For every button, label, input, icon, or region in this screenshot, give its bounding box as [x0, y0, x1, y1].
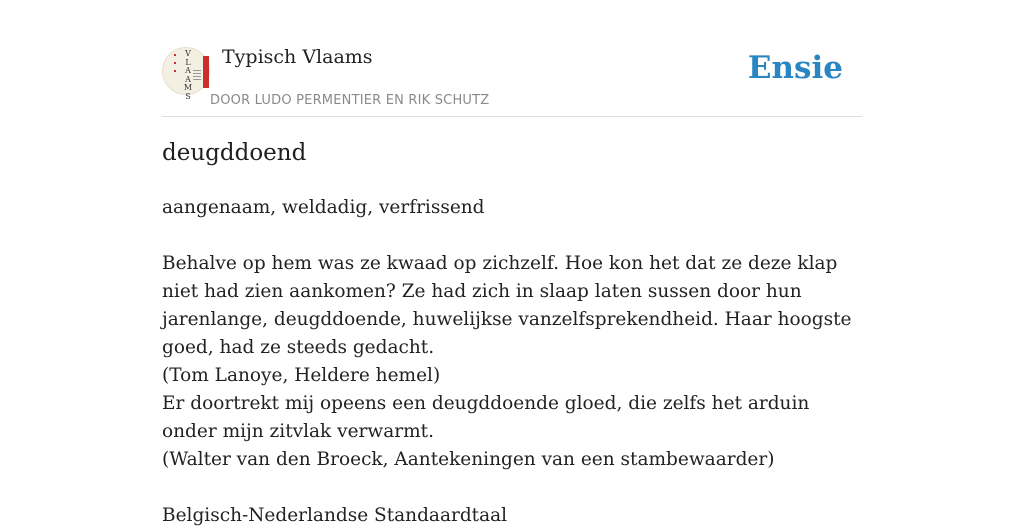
- header: [162, 0, 862, 117]
- quote-source: (Walter van den Broeck, Aantekeningen van een stambewaarder): [162, 449, 775, 470]
- definition-body: [162, 194, 862, 530]
- quote-source: (Tom Lanoye, Heldere hemel): [162, 365, 441, 386]
- quote-text: Behalve op hem was ze kwaad op zichzelf. Hoe kon het dat ze deze klap niet had zien aankomen? Ze had zich in slaap laten sussen door hun jarenlange, deugddoende, huwelijkse vanzelfsprekendheid. Haar hoogste goed, had ze steeds gedacht.: [162, 253, 852, 358]
- site-title[interactable]: Typisch Vlaams: [222, 46, 373, 68]
- author-avatar[interactable]: [162, 47, 210, 101]
- quote-text: Er doortrekt mij opeens een deugddoende gloed, die zelfs het arduin onder mijn zitvlak verwarmt.: [162, 393, 810, 442]
- spacer: [162, 222, 862, 250]
- avatar-lines: [193, 70, 201, 82]
- avatar-lettering: V L A A M S: [183, 49, 193, 101]
- avatar-red-strip: [203, 56, 209, 88]
- avatar-decor: [174, 70, 176, 72]
- page-container: [162, 0, 862, 526]
- synonyms: aangenaam, weldadig, verfrissend: [162, 197, 485, 218]
- avatar-decor: [174, 54, 176, 56]
- headword: deugddoend: [162, 140, 307, 166]
- brand-logo[interactable]: Ensie: [747, 50, 843, 86]
- spacer: [162, 474, 862, 502]
- avatar-decor: [174, 62, 176, 64]
- category-label: Belgisch-Nederlandse Standaardtaal: [162, 505, 508, 526]
- byline: DOOR LUDO PERMENTIER EN RIK SCHUTZ: [210, 93, 490, 108]
